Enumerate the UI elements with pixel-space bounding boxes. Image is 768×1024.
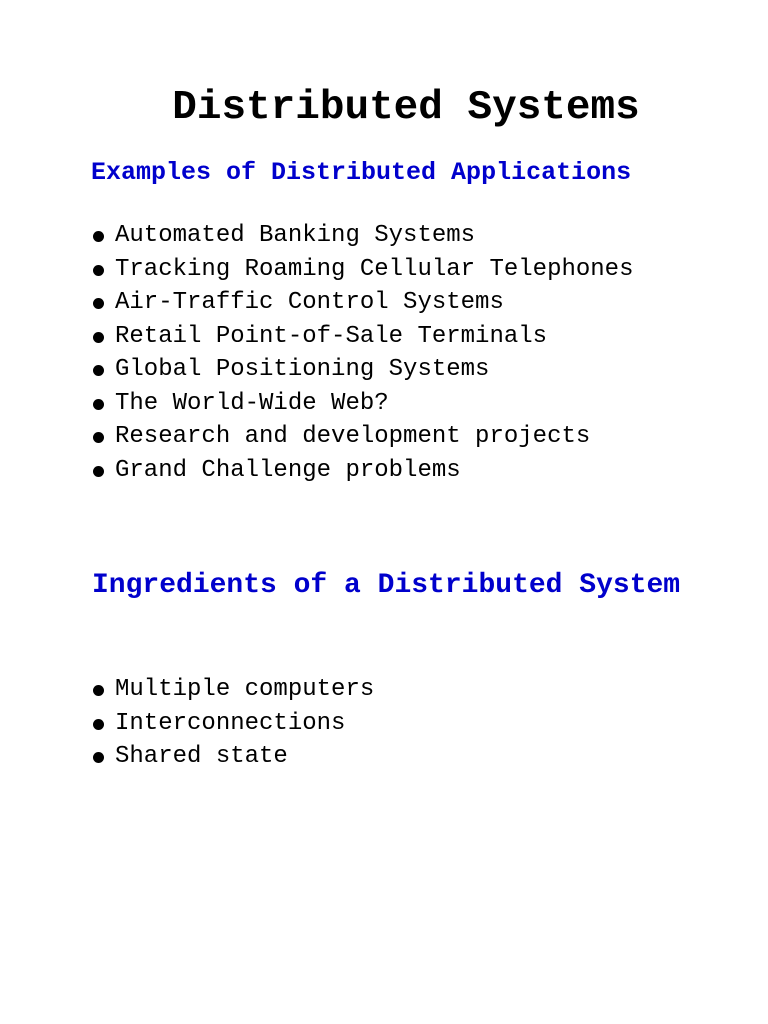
list-item-text: Shared state xyxy=(115,743,288,770)
list-item xyxy=(92,710,712,738)
page-title: Distributed Systems xyxy=(172,85,640,131)
bullet-icon xyxy=(93,231,104,242)
list-item-text: Retail Point-of-Sale Terminals xyxy=(115,322,548,350)
bullet-icon xyxy=(93,752,104,763)
list-item-text: Tracking Roaming Cellular Telephones xyxy=(115,255,634,283)
bullet-icon xyxy=(93,365,104,376)
bullet-icon xyxy=(93,298,104,309)
list-item-text: Automated Banking Systems xyxy=(115,222,476,249)
list-item xyxy=(92,256,712,284)
section-heading-ingredients: Ingredients of a Distributed System xyxy=(92,570,681,601)
list-item xyxy=(92,222,712,250)
list-item xyxy=(92,390,712,418)
list-item xyxy=(92,743,712,771)
list-item-text: Multiple computers xyxy=(115,676,375,703)
list-item-text: Interconnections xyxy=(115,709,346,737)
bullet-icon xyxy=(93,466,104,477)
list-item-text: Grand Challenge problems xyxy=(115,456,461,484)
list-item-text: Air-Traffic Control Systems xyxy=(115,289,504,316)
bullet-icon xyxy=(93,432,104,443)
section-heading-examples: Examples of Distributed Applications xyxy=(91,158,632,187)
bullet-icon xyxy=(93,685,104,696)
bullet-icon xyxy=(93,332,104,343)
list-item-text: The World-Wide Web? xyxy=(115,389,389,417)
list-item xyxy=(92,423,712,451)
bullet-icon xyxy=(93,399,104,410)
list-item-text: Research and development projects xyxy=(115,423,591,450)
ingredients-list xyxy=(92,676,712,777)
bullet-icon xyxy=(93,719,104,730)
bullet-icon xyxy=(93,265,104,276)
list-item xyxy=(92,323,712,351)
list-item xyxy=(92,457,712,485)
list-item xyxy=(92,289,712,317)
list-item xyxy=(92,356,712,384)
examples-list xyxy=(92,222,712,490)
list-item xyxy=(92,676,712,704)
list-item-text: Global Positioning Systems xyxy=(115,356,490,383)
